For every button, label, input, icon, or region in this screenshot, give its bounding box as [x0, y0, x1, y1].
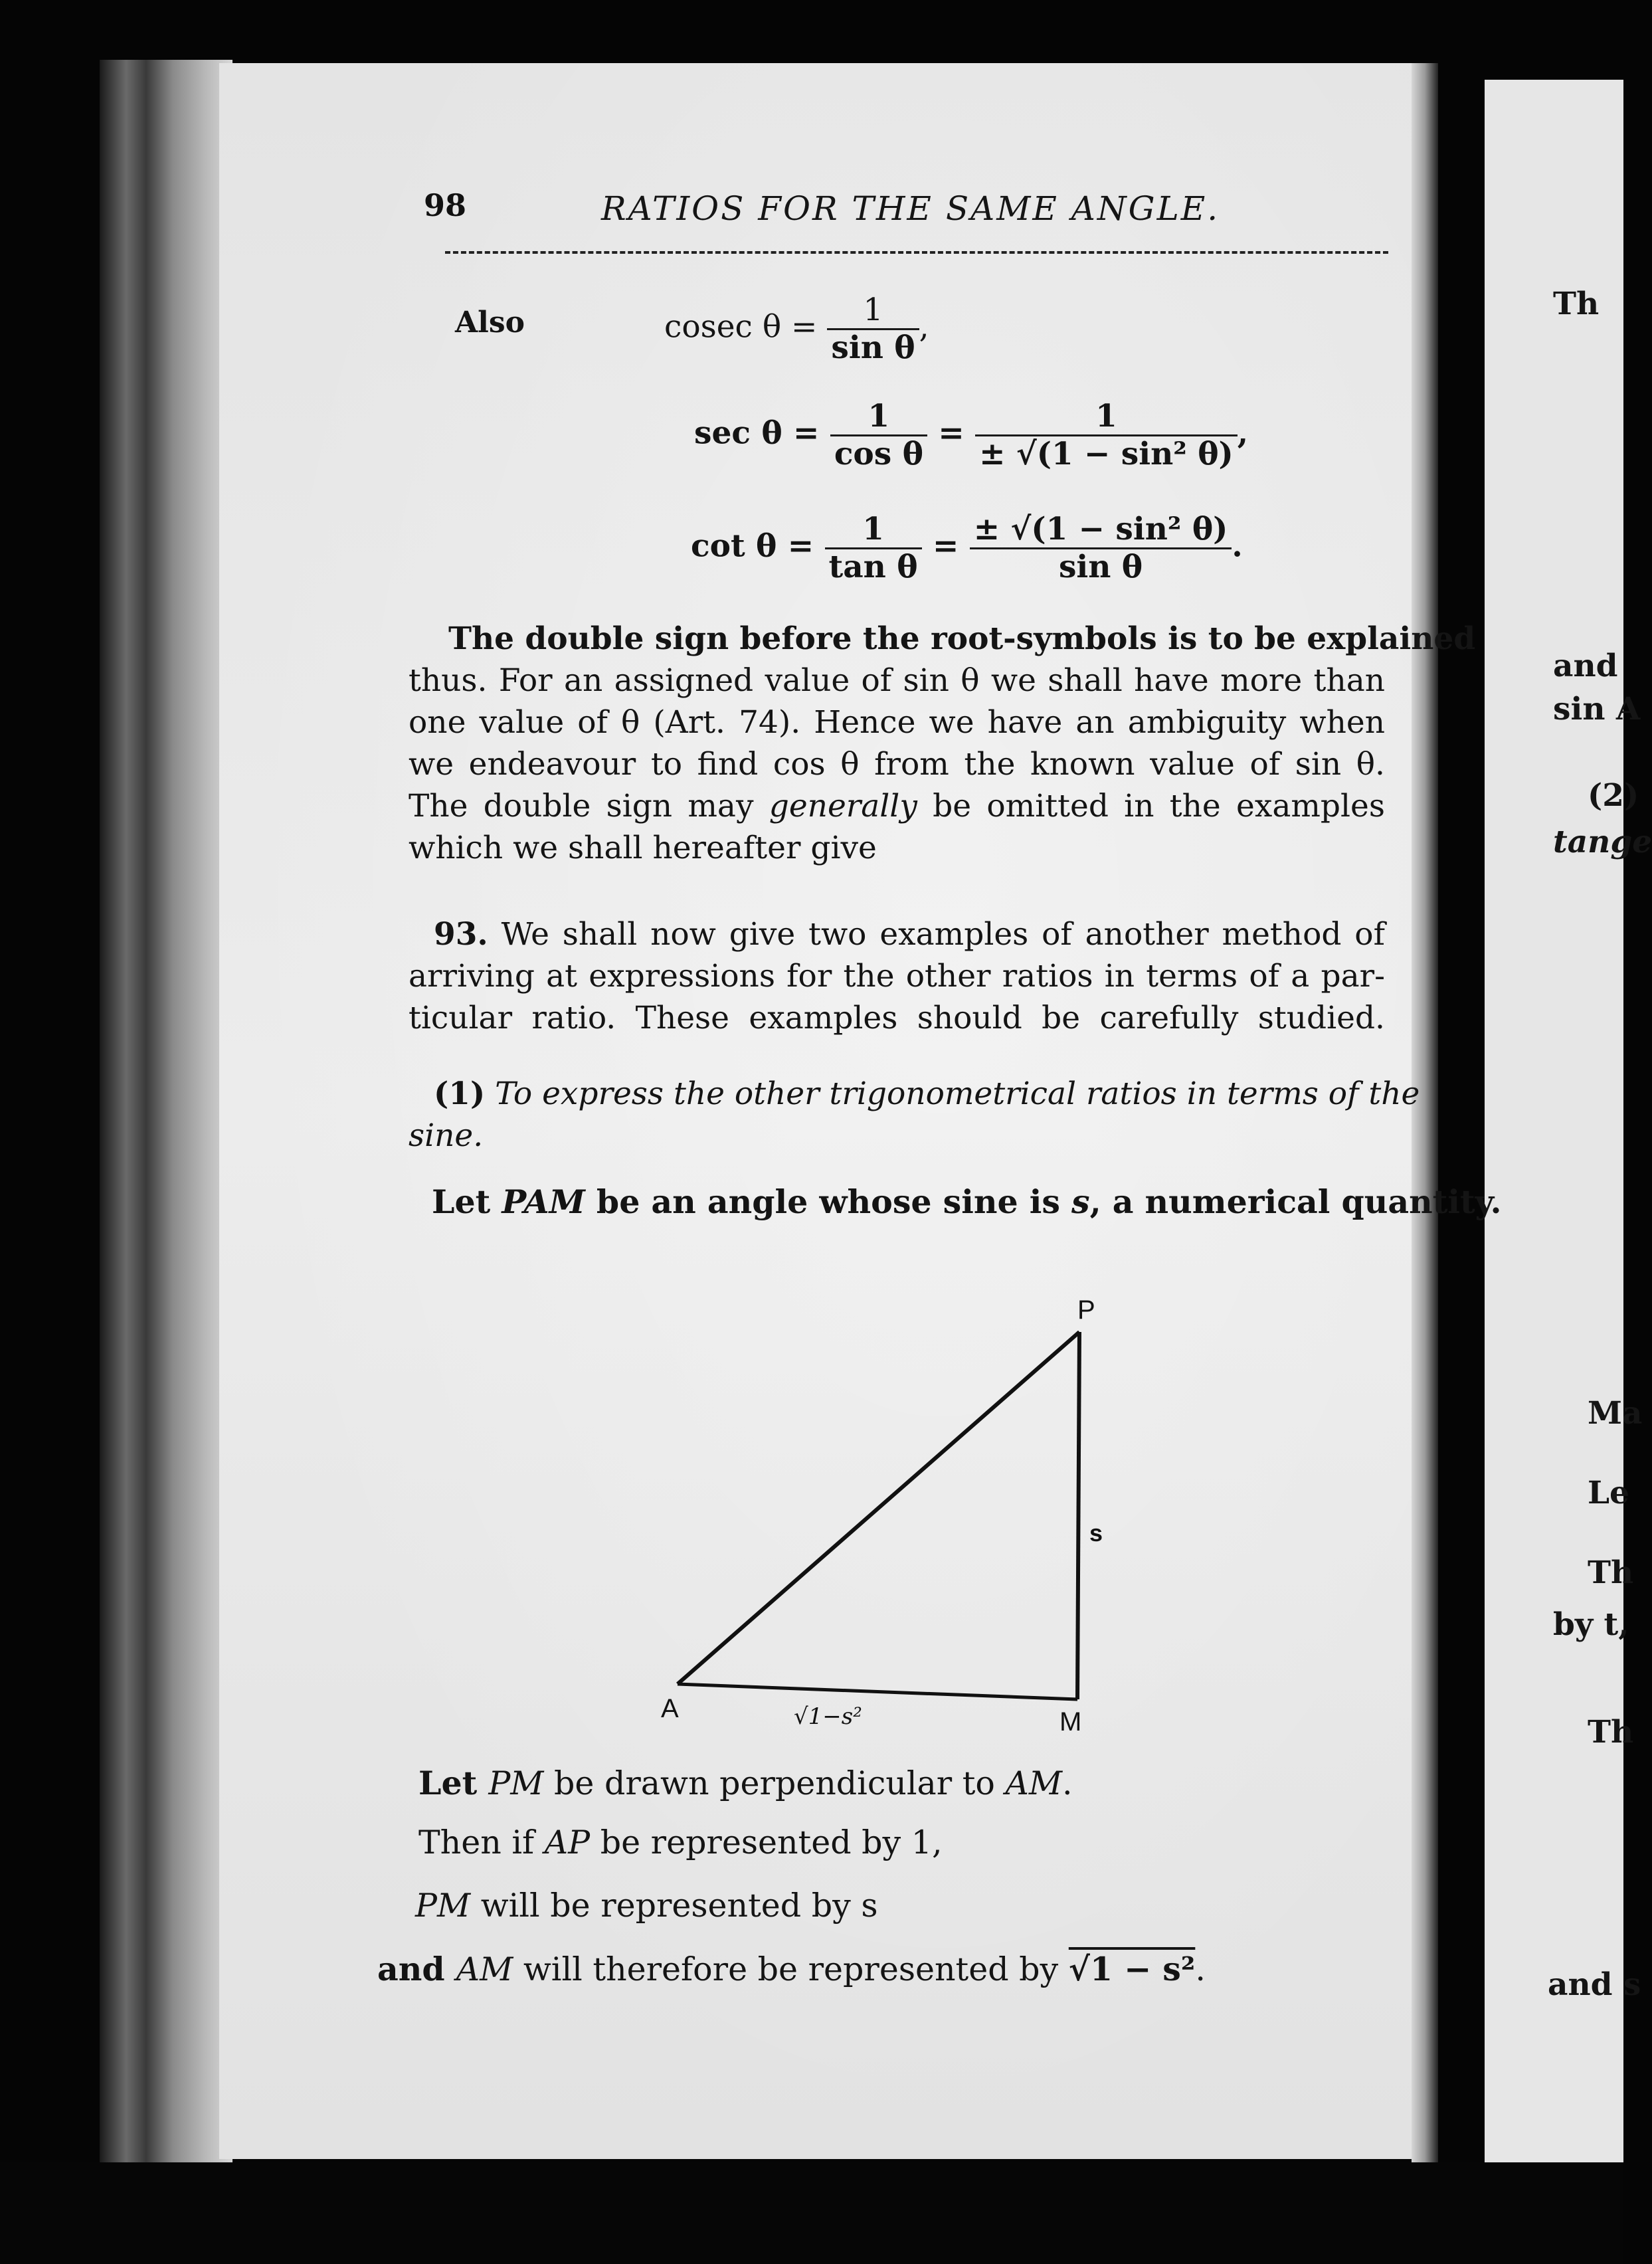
fraction [827, 292, 919, 366]
header-rule [445, 251, 1388, 254]
text-line: arriving at expressions for the other ratios in terms of a par- [409, 958, 1385, 994]
facing-page-fragment: Th [1588, 1555, 1634, 1591]
text-line: ticular ratio. These examples should be carefully studied. [409, 1000, 1385, 1036]
text-line: which we shall hereafter give [409, 830, 877, 866]
right-triangle-diagram [631, 1282, 1149, 1747]
running-title: RATIOS FOR THE SAME ANGLE. [601, 189, 1220, 228]
text-fragment: . [1062, 1764, 1073, 1802]
book-spine-shadow [100, 60, 232, 2186]
step-line-4 [377, 1950, 1206, 1988]
text-line [409, 1073, 1420, 1115]
text-line: one value of θ (Art. 74). Hence we have an ambiguity when [409, 704, 1385, 741]
text-fragment: Then if [418, 1824, 545, 1861]
also-label: Also [455, 306, 525, 339]
angle-name: PAM [502, 1182, 585, 1221]
side-am [678, 1684, 1077, 1699]
fraction-denominator: ± √(1 − sin² θ) [975, 434, 1238, 472]
facing-page-fragment: and s [1548, 1966, 1641, 2003]
equation-cosec [664, 292, 929, 366]
equals-sign: = [932, 527, 959, 565]
text-line: sine. [409, 1117, 484, 1154]
text-line [409, 913, 1385, 955]
vertex-label-a: A [661, 1694, 679, 1723]
emphasis-word: generally [769, 788, 917, 824]
text-line: we endeavour to find cos θ from the known value of sin θ. [409, 746, 1385, 783]
segment-name: AP [544, 1824, 591, 1861]
side-label-root: √1−s² [794, 1703, 862, 1730]
article-number: 93. [434, 916, 488, 953]
scan-border-bottom [0, 2162, 1623, 2264]
text-fragment: Let [418, 1764, 489, 1802]
text-fragment: will be represented by s [470, 1887, 878, 1925]
equation-trail: , [1237, 415, 1249, 452]
fraction [830, 399, 927, 472]
text-fragment: and [377, 1950, 456, 1988]
text-fragment: be represented by 1, [590, 1824, 943, 1861]
equation-trail: . [1232, 527, 1243, 565]
paragraph-double-sign [409, 618, 1476, 869]
fraction-denominator: tan θ [825, 547, 922, 585]
fraction-numerator: 1 [863, 292, 883, 328]
variable-s: s [1071, 1182, 1090, 1221]
segment-name: AM [1005, 1764, 1063, 1802]
text-line [409, 785, 1385, 827]
fraction [970, 512, 1232, 585]
facing-page-fragment: Th [1588, 1714, 1634, 1750]
page-number: 98 [424, 187, 467, 223]
segment-name: PM [415, 1887, 471, 1925]
facing-page-fragment: Le [1588, 1475, 1629, 1511]
equation-lhs: sec θ = [694, 415, 820, 452]
text-fragment: The double sign may [409, 788, 754, 824]
facing-page-fragment: Th [1553, 286, 1600, 322]
fraction [975, 399, 1238, 472]
vertex-label-p: P [1077, 1295, 1095, 1325]
text-fragment: , a numerical quantity. [1089, 1182, 1502, 1221]
facing-page-fragment: by t, [1553, 1606, 1629, 1643]
equation-lhs: cosec θ = [664, 308, 818, 345]
text-fragment: We shall now give two examples of another method of [501, 916, 1385, 953]
fraction-numerator: 1 [862, 511, 884, 547]
equation-trail: , [919, 308, 929, 345]
equation-lhs: cot θ = [691, 527, 814, 565]
text-fragment: Let [432, 1182, 502, 1221]
root-expression: √1 − s² [1068, 1950, 1196, 1988]
facing-page-fragment: (2) [1588, 777, 1639, 814]
text-line: thus. For an assigned value of sin θ we shall have more than [409, 662, 1385, 699]
text-fragment: . [1195, 1950, 1206, 1988]
paragraph-article-93 [409, 913, 1385, 1039]
text-fragment: will therefore be represented by [513, 1950, 1069, 1988]
case-1-heading [409, 1073, 1420, 1157]
fraction-numerator: ± √(1 − sin² θ) [973, 511, 1228, 547]
facing-page-strip [1485, 80, 1623, 2186]
let-angle-line [432, 1182, 1502, 1221]
equation-sec [694, 399, 1248, 472]
fraction-denominator: cos θ [830, 434, 927, 472]
side-pm [1077, 1332, 1079, 1699]
text-fragment: be omitted in the examples [933, 788, 1385, 824]
text-fragment: be an angle whose sine is [585, 1182, 1071, 1221]
fraction-numerator: 1 [1095, 398, 1117, 434]
fraction-denominator: sin θ [970, 547, 1232, 585]
text-fragment: be drawn perpendicular to [543, 1764, 1006, 1802]
vertex-label-m: M [1059, 1707, 1082, 1737]
page-gutter-edge [1412, 63, 1438, 2162]
segment-name: AM [456, 1950, 513, 1988]
text-line: The double sign before the root-symbols is to be explained [448, 620, 1476, 657]
equation-cot [691, 512, 1243, 585]
text-fragment: To express the other trigonometrical ratios in terms of the [495, 1076, 1420, 1112]
facing-page-fragment: sin A [1553, 691, 1641, 727]
facing-page-fragment: tange [1553, 824, 1652, 860]
fraction [825, 512, 922, 585]
hypotenuse-ap [678, 1332, 1079, 1684]
step-line-2 [418, 1824, 943, 1861]
step-line-3 [415, 1887, 878, 1925]
equals-sign: = [938, 415, 964, 452]
segment-name: PM [488, 1764, 544, 1802]
step-line-1 [418, 1764, 1073, 1802]
facing-page-fragment: and [1553, 648, 1618, 684]
side-label-s: s [1089, 1519, 1103, 1547]
fraction-numerator: 1 [868, 398, 890, 434]
fraction-denominator: sin θ [827, 328, 919, 366]
facing-page-fragment: Ma [1588, 1395, 1643, 1432]
case-number: (1) [434, 1076, 486, 1112]
